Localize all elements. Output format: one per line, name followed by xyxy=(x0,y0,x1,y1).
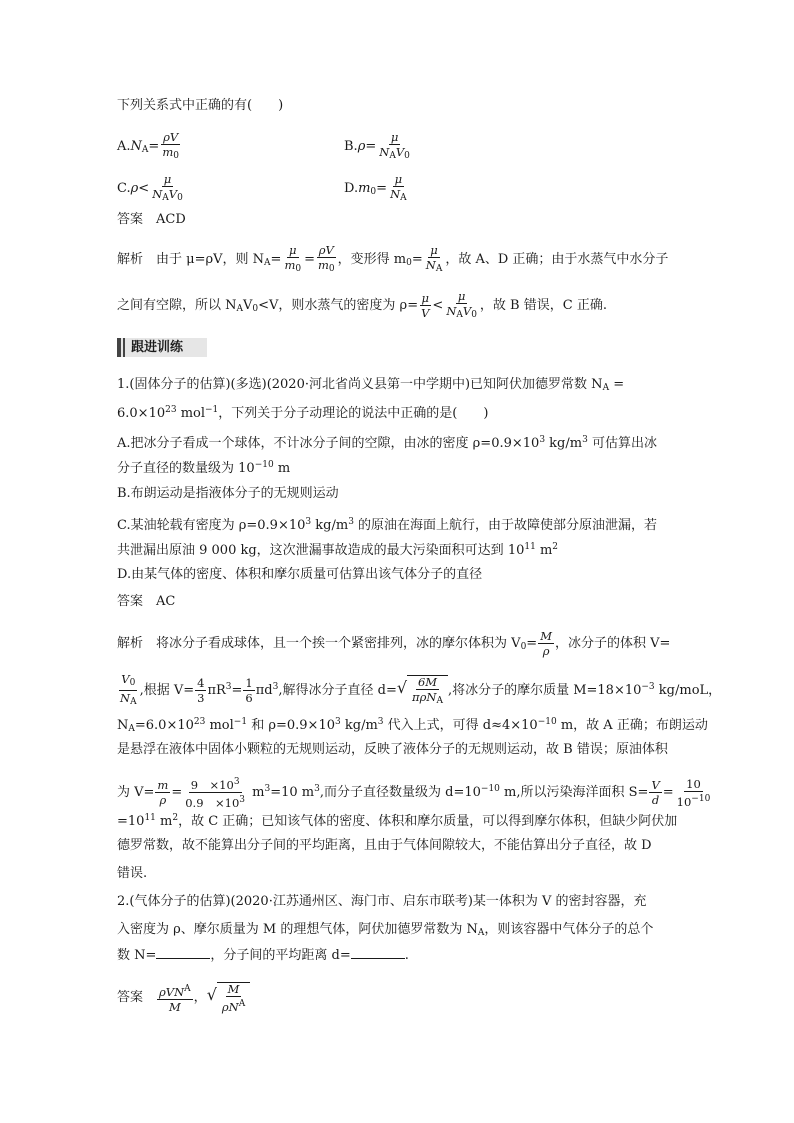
option-b: B.ρ= $\frac{\mu}{N_AV_0}$ xyxy=(344,130,410,161)
section-title: 跟进训练 xyxy=(131,340,184,355)
answer-3: 答案 $\frac{\rho VN^A}{M}$ ， √ $\frac{M}{\rho N^A}$ xyxy=(117,982,250,1013)
fraction: $\frac{\mu}{m_0}$ xyxy=(284,243,302,274)
q1-stem-line-2: $6.0\times 10^{23}$ mol$^{-1}$，下列关于分子动理论的说法中正确的是( ) xyxy=(117,405,489,421)
fraction: $\frac{4}{3}$ xyxy=(197,676,205,705)
fraction: $\frac{1}{6}$ xyxy=(245,676,253,705)
answer-blank[interactable] xyxy=(351,946,405,959)
analysis-2-line-8: 错误. xyxy=(117,866,148,881)
analysis-2-line-1: 解析 将冰分子看成球体，且一个挨一个紧密排列，冰的摩尔体积为 $V_0=$ $\frac{M}{\rho}$ ，冰分子的体积 V= xyxy=(117,629,671,658)
fraction: $\frac{\mu}{N_AV_0}$ xyxy=(152,172,183,203)
analysis-2-line-7: 德罗常数，故不能算出分子间的平均距离，且由于气体间隙较大，不能估算出分子直径，故 D xyxy=(117,838,652,853)
q1-option-b: B.布朗运动是指液体分子的无规则运动 xyxy=(117,486,339,501)
fraction: $\frac{M}{\rho}$ xyxy=(540,629,552,658)
answer-blank[interactable] xyxy=(156,946,210,959)
fraction: $\frac{V_0}{N_A}$ xyxy=(120,672,137,707)
fraction: $\frac{\rho V}{m_0}$ xyxy=(162,130,179,161)
analysis-1-line-1: 解析 由于 μ=ρV，则 $N_A=$ $\frac{\mu}{m_0}$ = $\frac{\rho V}{m_0}$ ，变形得 $m_0=$ $\frac{\mu}{N_A}$ ，故 A、D 正确；由于水蒸气中水分子 xyxy=(117,243,669,274)
q1-option-c-line-2: 共泄漏出原油 9 000 kg，这次泄漏事故造成的最大污染面积可达到 $10^{11}$ $m^2$ xyxy=(117,542,559,558)
analysis-2-line-4: 是悬浮在液体中固体小颗粒的无规则运动，反映了液体分子的无规则运动，故 B 错误；原油体积 xyxy=(117,742,668,757)
option-d: $D.m_0=$ $\frac{\mu}{N_A}$ xyxy=(344,172,407,203)
q1-option-a-line-1: A.把冰分子看成一个球体，不计冰分子间的空隙，由冰的密度 $\rho=0.9\times 10^3$ $kg/m^3$ 可估算出冰 xyxy=(117,435,657,451)
question-stem: 下列关系式中正确的有( ) xyxy=(117,98,284,113)
q2-stem-line-1: 2.(气体分子的估算)(2020·江苏通州区、海门市、启东市联考)某一体积为 V 的密封容器，充 xyxy=(117,894,647,909)
fraction: $\frac{\rho VN^A}{M}$ xyxy=(159,983,191,1014)
q1-option-a-line-2: 分子直径的数量级为 $10^{-10}$ m xyxy=(117,460,291,476)
analysis-2-line-3: $N_A=6.0\times 10^{23}$ mol$^{-1}$ 和 $\rho=0.9\times 10^3$ $kg/m^3$ 代入上式，可得 $d\approx 4\times 10^{-10}$ m，故 A 正确；布朗运动 xyxy=(117,717,708,734)
section-bar-icon xyxy=(117,338,121,357)
q2-stem-line-3: 数 N= ，分子间的平均距离 d= . xyxy=(117,948,409,963)
analysis-2-line-2: $\frac{V_0}{N_A}$ ,根据 V= $\frac{4}{3}$ $\pi R^3=$ $\frac{1}{6}$ $\pi d^3$,解得冰分子直径 d= √ $\frac{6M}{\pi\rho N_A}$ ,将冰分子的摩尔质量 $M=18\times 10^{-3}$ kg/moL， xyxy=(120,672,722,707)
fraction: $\frac{\mu}{N_A}$ xyxy=(390,172,407,203)
section-bar-icon xyxy=(123,338,125,357)
answer-2: 答案 AC xyxy=(117,594,176,609)
fraction: $\frac{\mu}{N_AV_0}$ xyxy=(446,289,477,320)
square-root: √ $\frac{6M}{\pi\rho N_A}$ xyxy=(397,675,448,707)
analysis-2-line-6: $=10^{11}$ $m^2$，故 C 正确；已知该气体的密度、体积和摩尔质量，可以得到摩尔体积，但缺少阿伏加 xyxy=(117,813,678,829)
q2-stem-line-2: 入密度为 ρ、摩尔质量为 M 的理想气体，阿伏加德罗常数为 $N_A$，则该容器中气体分子的总个 xyxy=(117,922,654,938)
square-root: √ $\frac{M}{\rho N^A}$ xyxy=(207,982,251,1013)
option-a: $A.N_A=$ $\frac{\rho V}{m_0}$ xyxy=(117,130,179,161)
fraction: $\frac{\mu}{V}$ xyxy=(421,291,430,320)
analysis-1-line-2: 之间有空隙，所以 $N_AV_0<V$，则水蒸气的密度为 ρ= $\frac{\mu}{V}$ < $\frac{\mu}{N_AV_0}$ ，故 B 错误，C 正确. xyxy=(117,289,607,320)
fraction: $\frac{V}{d}$ xyxy=(651,778,660,807)
fraction: $\frac{\mu}{N_A}$ xyxy=(425,243,443,274)
fraction: $\frac{\mu}{N_AV_0}$ xyxy=(379,130,410,161)
section-header xyxy=(117,338,207,357)
fraction: $\frac{\rho V}{m_0}$ xyxy=(318,243,335,274)
q1-option-d: D.由某气体的密度、体积和摩尔质量可估算出该气体分子的直径 xyxy=(117,567,483,582)
fraction: $\frac{9 \times 10^3}{0.9 \times 10^3}$ xyxy=(185,777,246,810)
fraction: $\frac{10}{10^{-10}}$ xyxy=(676,776,711,809)
answer-1: 答案 ACD xyxy=(117,212,186,227)
q1-stem-line-1: 1.(固体分子的估算)(多选)(2020·河北省尚义县第一中学期中)已知阿伏加德罗常数 $N_A$ = xyxy=(117,377,625,393)
fraction: $\frac{m}{\rho}$ xyxy=(157,778,169,807)
analysis-2-line-5: 为 V= $\frac{m}{\rho}$ = $\frac{9 \times 10^3}{0.9 \times 10^3}$ $m^3=10$ $m^3$,而分子直径数量级为 $d=10^{-10}$ m,所以污染海洋面积 S= $\frac{V}{d}$ = $\frac{10}{10^{-10}}$ xyxy=(117,776,711,810)
q1-option-c-line-1: C.某油轮载有密度为 $\rho=0.9\times 10^3$ $kg/m^3$ 的原油在海面上航行，由于故障使部分原油泄漏，若 xyxy=(117,517,658,533)
option-c: C.ρ< $\frac{\mu}{N_AV_0}$ xyxy=(117,172,183,203)
